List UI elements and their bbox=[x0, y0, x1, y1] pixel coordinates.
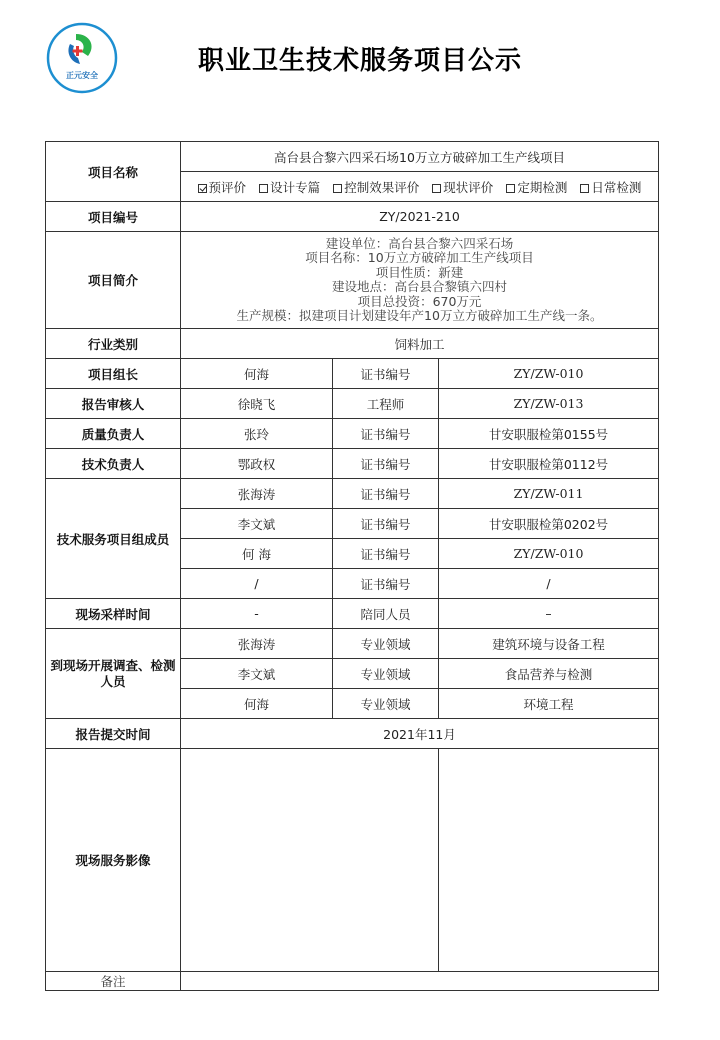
checkbox-unchecked-icon[interactable] bbox=[580, 184, 589, 193]
summary-line: 建设地点：高台县合黎镇六四村 bbox=[332, 279, 508, 294]
project-type-label: 定期检测 bbox=[517, 179, 568, 195]
remark-label: 备注 bbox=[46, 972, 181, 991]
onsite-name: 张海涛 bbox=[181, 629, 333, 659]
onsite-field: 建筑环境与设备工程 bbox=[439, 629, 659, 659]
member-cert: / bbox=[439, 569, 659, 599]
project-type-option[interactable] bbox=[506, 178, 567, 196]
project-type-option[interactable] bbox=[333, 178, 419, 196]
onsite-key: 专业领域 bbox=[333, 629, 439, 659]
quality-key: 证书编号 bbox=[333, 419, 439, 449]
member-name: / bbox=[181, 569, 333, 599]
onsite-field: 食品营养与检测 bbox=[439, 659, 659, 689]
checkbox-unchecked-icon[interactable] bbox=[259, 184, 268, 193]
summary-line: 生产规模：拟建项目计划建设年产10万立方破碎加工生产线一条。 bbox=[236, 308, 603, 323]
summary-line: 建设单位：高台县合黎六四采石场 bbox=[325, 235, 514, 251]
project-table bbox=[45, 141, 659, 991]
reviewer-cert: ZY/ZW-013 bbox=[439, 389, 659, 419]
member-key: 证书编号 bbox=[333, 539, 439, 569]
industry-label: 行业类别 bbox=[46, 329, 181, 359]
project-name-value: 高台县合黎六四采石场10万立方破碎加工生产线项目 bbox=[181, 142, 659, 172]
accompany-key: 陪同人员 bbox=[333, 599, 439, 629]
project-type-option[interactable] bbox=[259, 178, 320, 196]
photos-label: 现场服务影像 bbox=[46, 749, 181, 972]
photo-slot-right bbox=[439, 749, 659, 972]
project-no-label: 项目编号 bbox=[46, 202, 181, 232]
tech-label: 技术负责人 bbox=[46, 449, 181, 479]
member-cert: 甘安职服检第0202号 bbox=[439, 509, 659, 539]
summary-text bbox=[181, 232, 659, 329]
leader-key: 证书编号 bbox=[333, 359, 439, 389]
checkbox-checked-icon[interactable] bbox=[198, 184, 207, 193]
photo-slot-left bbox=[181, 749, 439, 972]
leader-cert: ZY/ZW-010 bbox=[439, 359, 659, 389]
tech-key: 证书编号 bbox=[333, 449, 439, 479]
tech-name: 鄂政权 bbox=[181, 449, 333, 479]
member-key: 证书编号 bbox=[333, 509, 439, 539]
summary-line: 项目性质：新建 bbox=[375, 264, 464, 280]
member-name: 张海涛 bbox=[181, 479, 333, 509]
project-type-label: 日常检测 bbox=[591, 179, 642, 195]
company-logo bbox=[46, 22, 118, 94]
project-type-option[interactable] bbox=[198, 178, 247, 196]
quality-name: 张玲 bbox=[181, 419, 333, 449]
onsite-name: 李文斌 bbox=[181, 659, 333, 689]
project-type-label: 控制效果评价 bbox=[344, 179, 420, 195]
sampling-time: - bbox=[181, 599, 333, 629]
checkbox-unchecked-icon[interactable] bbox=[432, 184, 441, 193]
checkbox-unchecked-icon[interactable] bbox=[506, 184, 515, 193]
logo-text: 正元安全 bbox=[66, 71, 98, 80]
reviewer-label: 报告审核人 bbox=[46, 389, 181, 419]
quality-cert: 甘安职服检第0155号 bbox=[439, 419, 659, 449]
accompany-value: – bbox=[439, 599, 659, 629]
project-type-label: 现状评价 bbox=[443, 179, 494, 195]
summary-line: 项目名称：10万立方破碎加工生产线项目 bbox=[305, 250, 534, 265]
project-type-label: 设计专篇 bbox=[270, 179, 321, 195]
reviewer-name: 徐晓飞 bbox=[181, 389, 333, 419]
remark-value bbox=[181, 972, 659, 991]
member-cert: ZY/ZW-010 bbox=[439, 539, 659, 569]
onsite-key: 专业领域 bbox=[333, 689, 439, 719]
reviewer-key: 工程师 bbox=[333, 389, 439, 419]
member-name: 李文斌 bbox=[181, 509, 333, 539]
quality-label: 质量负责人 bbox=[46, 419, 181, 449]
project-no-value: ZY/2021-210 bbox=[181, 202, 659, 232]
members-label: 技术服务项目组成员 bbox=[46, 479, 181, 599]
summary-label: 项目简介 bbox=[46, 232, 181, 329]
submit-value: 2021年11月 bbox=[181, 719, 659, 749]
member-key: 证书编号 bbox=[333, 479, 439, 509]
onsite-key: 专业领域 bbox=[333, 659, 439, 689]
project-name-label: 项目名称 bbox=[46, 142, 181, 202]
submit-label: 报告提交时间 bbox=[46, 719, 181, 749]
summary-line: 项目总投资：670万元 bbox=[357, 293, 482, 309]
page-title: 职业卫生技术服务项目公示 bbox=[197, 46, 522, 76]
project-type-option[interactable] bbox=[432, 178, 493, 196]
industry-value: 饲料加工 bbox=[181, 329, 659, 359]
sampling-label: 现场采样时间 bbox=[46, 599, 181, 629]
onsite-name: 何海 bbox=[181, 689, 333, 719]
onsite-field: 环境工程 bbox=[439, 689, 659, 719]
member-cert: ZY/ZW-011 bbox=[439, 479, 659, 509]
project-type-label: 预评价 bbox=[208, 179, 247, 195]
leader-label: 项目组长 bbox=[46, 359, 181, 389]
onsite-label: 到现场开展调查、检测人员 bbox=[46, 629, 181, 719]
project-type-options bbox=[181, 172, 659, 202]
tech-cert: 甘安职服检第0112号 bbox=[439, 449, 659, 479]
member-key: 证书编号 bbox=[333, 569, 439, 599]
project-type-option[interactable] bbox=[580, 178, 641, 196]
leader-name: 何海 bbox=[181, 359, 333, 389]
checkbox-unchecked-icon[interactable] bbox=[333, 184, 342, 193]
member-name: 何 海 bbox=[181, 539, 333, 569]
